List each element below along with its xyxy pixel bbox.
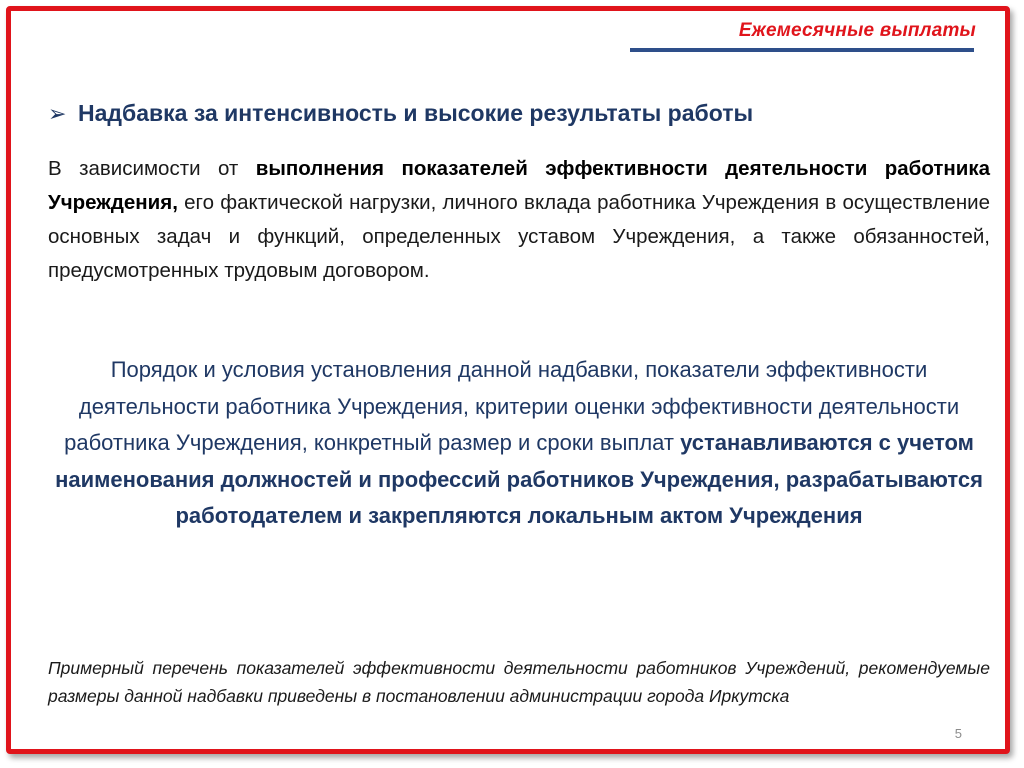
page-number: 5	[954, 726, 962, 741]
paragraph-procedure	[48, 352, 990, 535]
paragraph-procedure-text: Порядок и условия установления данной надбавки, показатели эффективности деятельности работника Учреждения, критерии оценки эффективности деятельности работника Учреждения, конкретный размер и сроки выплат	[64, 357, 960, 455]
section-heading-text: Надбавка за интенсивность и высокие результаты работы	[78, 100, 754, 126]
paragraph-description-bold: выполнения показателей эффективности деятельности работника Учреждения,	[48, 157, 991, 214]
arrow-bullet-icon: ➢	[48, 100, 67, 126]
header-underline	[630, 48, 974, 52]
header-title: Ежемесячные выплаты	[738, 20, 976, 41]
paragraph-procedure-bold: устанавливаются с учетом наименования должностей и профессий работников Учреждения, разрабатываются работодателем и закрепляются локальным актом Учреждения	[55, 430, 983, 528]
section-heading	[48, 100, 988, 127]
paragraph-description-text-2: его фактической нагрузки, личного вклада работника Учреждения в осуществление основных задач и функций, определенных уставом Учреждения, а также обязанностей, предусмотренных трудовым договором.	[48, 191, 990, 282]
paragraph-description-text-1: В зависимости от	[48, 157, 256, 180]
paragraph-description	[48, 152, 990, 288]
paragraph-note: Примерный перечень показателей эффективности деятельности работников Учреждений, рекомендуемые размеры данной надбавки приведены в постановлении администрации города Иркутска	[48, 658, 990, 706]
